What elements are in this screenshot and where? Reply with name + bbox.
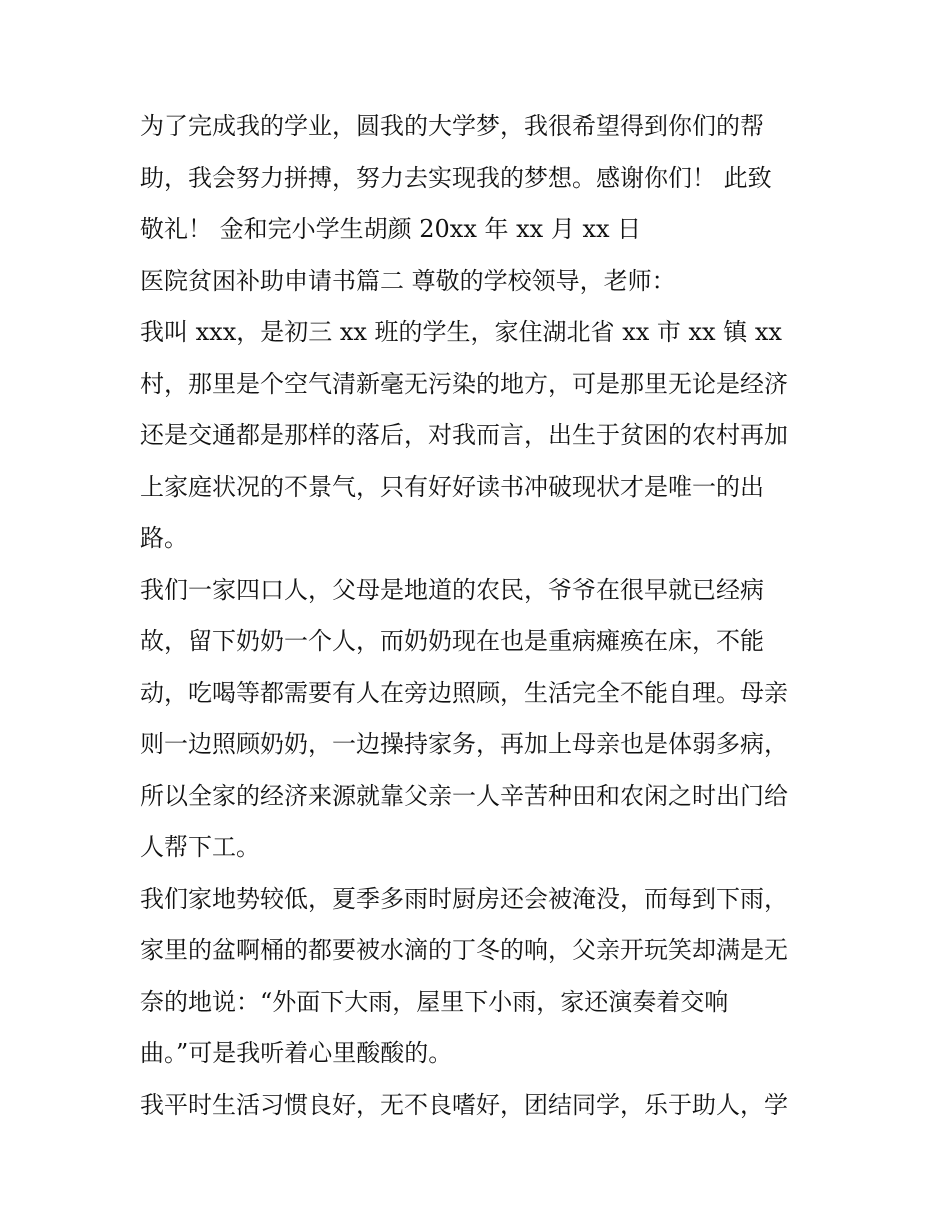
text-line: 人帮下工。 <box>140 833 260 861</box>
text-line: 所以全家的经济来源就靠父亲一人辛苦种田和农闲之时出门给 <box>140 781 788 810</box>
text-line: 奈的地说：“外面下大雨，屋里下小雨，家还演奏着交响 <box>140 987 729 1016</box>
text-line: 曲。”可是我听着心里酸酸的。 <box>140 1039 453 1067</box>
text-line: 上家庭状况的不景气，只有好好读书冲破现状才是唯一的出 <box>140 472 764 501</box>
text-line: 村，那里是个空气清新毫无污染的地方，可是那里无论是经济 <box>140 369 788 398</box>
text-line: 我们一家四口人，父母是地道的农民，爷爷在很早就已经病 <box>140 575 764 604</box>
text-line: 故，留下奶奶一个人，而奶奶现在也是重病瘫痪在床，不能 <box>140 627 764 655</box>
text-line: 我平时生活习惯良好，无不良嗜好，团结同学，乐于助人，学 <box>140 1090 788 1119</box>
text-line: 还是交通都是那样的落后，对我而言，出生于贫困的农村再加 <box>140 421 788 449</box>
text-line: 我叫 xxx，是初三 xx 班的学生，家住湖北省 xx 市 xx 镇 xx <box>140 318 782 346</box>
text-line: 路。 <box>140 524 188 552</box>
document-body <box>140 101 820 1131</box>
text-line: 助，我会努力拼搏，努力去实现我的梦想。感谢你们！ 此致 <box>140 163 772 192</box>
text-line: 动，吃喝等都需要有人在旁边照顾，生活完全不能自理。母亲 <box>140 678 788 707</box>
text-line: 为了完成我的学业，圆我的大学梦，我很希望得到你们的帮 <box>140 112 764 140</box>
text-line: 我们家地势较低，夏季多雨时厨房还会被淹没，而每到下雨， <box>140 884 788 913</box>
text-line: 则一边照顾奶奶，一边操持家务，再加上母亲也是体弱多病， <box>140 730 788 758</box>
text-line: 敬礼！ 金和完小学生胡颜 20xx 年 xx 月 xx 日 <box>140 215 642 243</box>
text-line: 家里的盆啊桶的都要被水滴的丁冬的响，父亲开玩笑却满是无 <box>140 936 788 964</box>
text-line: 医院贫困补助申请书篇二 尊敬的学校领导，老师： <box>140 266 676 295</box>
